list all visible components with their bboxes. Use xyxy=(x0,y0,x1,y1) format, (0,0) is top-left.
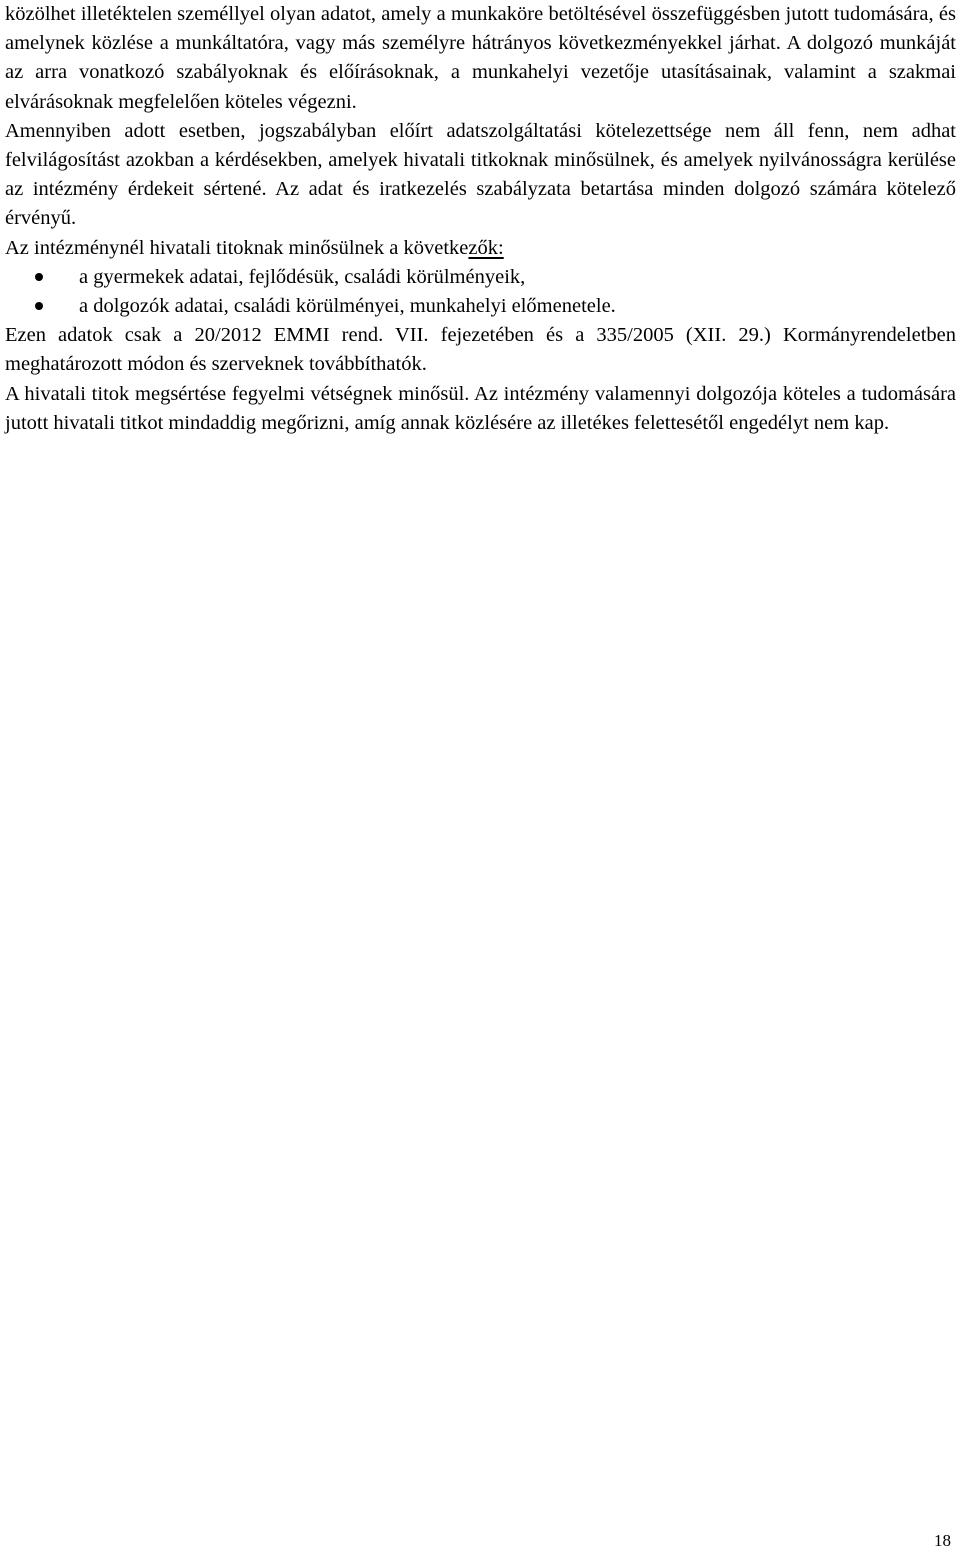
bullet-icon xyxy=(35,273,43,281)
document-body xyxy=(5,0,956,438)
paragraph-confidentiality: közölhet illetéktelen személlyel olyan adatot, amely a munkaköre betöltésével összefüggésben jutott tudomására, és amelynek közlése a munkáltatóra, vagy más személyre hátrányos következményekkel járhat. A dolgozó munkáját az arra vonatkozó szabályoknak és előírásoknak, a munkahelyi vezetője utasításainak, valamint a szakmai elvárásoknak megfelelően köteles végezni. xyxy=(5,3,956,113)
official-secrets-intro-underlined: zők: xyxy=(468,236,504,259)
bullet-icon xyxy=(35,302,43,310)
official-secrets-intro-text: Az intézménynél hivatali titoknak minősülnek a követke xyxy=(5,236,469,259)
paragraph-official-secrets-intro xyxy=(5,234,956,263)
list-item xyxy=(5,292,956,321)
list-item-text: a dolgozók adatai, családi körülményei, munkahelyi előmenetele. xyxy=(79,295,616,318)
paragraph-disclosure-rules: Amennyiben adott esetben, jogszabályban előírt adatszolgáltatási kötelezettsége nem áll fenn, nem adhat felvilágosítást azokban a kérdésekben, amelyek hivatali titkoknak minősülnek, és amelyek nyilvánosságra kerülése az intézmény érdekeit sértené. Az adat és iratkezelés szabályzata betartása minden dolgozó számára kötelező érvényű. xyxy=(5,119,956,230)
list-item-text: a gyermekek adatai, fejlődésük, családi körülményeik, xyxy=(79,265,526,288)
paragraph-secret-violation: A hivatali titok megsértése fegyelmi vétségnek minősül. Az intézmény valamennyi dolgozója köteles a tudomására jutott hivatali titkot mindaddig megőrizni, amíg annak közlésére az illetékes felettesétől engedélyt nem kap. xyxy=(5,382,956,434)
page-number: 18 xyxy=(934,1531,951,1550)
official-secrets-list xyxy=(5,263,956,321)
paragraph-data-transfer: Ezen adatok csak a 20/2012 EMMI rend. VII. fejezetében és a 335/2005 (XII. 29.) Kormányrendeletben meghatározott módon és szerveknek továbbíthatók. xyxy=(5,324,956,376)
list-item xyxy=(5,263,956,292)
